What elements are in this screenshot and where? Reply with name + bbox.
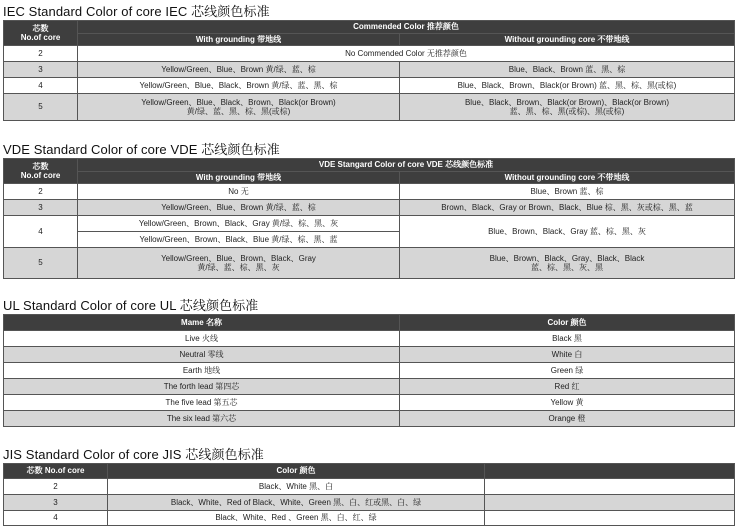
core-count: 4 [4, 511, 108, 526]
iec-table [3, 20, 735, 121]
table-row [4, 62, 735, 78]
core-count: 5 [4, 94, 78, 121]
iec-core-header: 芯数 No.of core [4, 21, 78, 46]
table-row [4, 479, 735, 495]
color-cell: Black、White、Red 、Green 黑、白、红、绿 [108, 511, 485, 526]
lead-color: Orange 橙 [400, 411, 735, 427]
color-cell: Blue、Black、Brown、Black(or Brown) 蓝、黑、棕、黑(或棕) [400, 78, 735, 94]
core-count: 2 [4, 184, 78, 200]
table-row [4, 379, 735, 395]
color-cell: No Commended Color 无推荐颜色 [78, 46, 735, 62]
lead-color: Red 红 [400, 379, 735, 395]
color-cell: Blue、Black、Brown 蓝、黑、棕 [400, 62, 735, 78]
vde-title: VDE Standard Color of core VDE 芯线颜色标准 [3, 142, 280, 157]
core-count: 3 [4, 200, 78, 216]
lead-color: Yellow 黄 [400, 395, 735, 411]
core-count: 4 [4, 216, 78, 248]
vde-core-header: 芯数 No.of core [4, 159, 78, 184]
ul-name-header: Mame 名称 [4, 315, 400, 331]
color-cell: Blue、Black、Brown、Black(or Brown)、Black(or Brown) 蓝、黑、棕、黑(或棕)、黑(或棕) [400, 94, 735, 121]
color-cell: Blue、Brown、Black、Gray、Black、Black 蓝、棕、黑、灰、黑 [400, 248, 735, 279]
table-row [4, 94, 735, 121]
color-cell: Yellow/Green、Blue、Brown 黄/绿、蓝、棕 [78, 200, 400, 216]
jis-table [3, 463, 735, 526]
color-cell: Yellow/Green、Brown、Black、Gray 黄/绿、棕、黑、灰 [78, 216, 400, 232]
table-row [4, 184, 735, 200]
lead-color: Black 黑 [400, 331, 735, 347]
table-row [4, 46, 735, 62]
jis-core-header: 芯数 No.of core [4, 464, 108, 479]
table-row [4, 347, 735, 363]
color-cell: Blue、Brown、Black、Gray 蓝、棕、黑、灰 [400, 216, 735, 248]
table-row [4, 216, 735, 232]
vde-table [3, 158, 735, 279]
lead-name: Live 火线 [4, 331, 400, 347]
empty-cell [485, 511, 735, 526]
core-count: 3 [4, 495, 108, 511]
table-row [4, 411, 735, 427]
jis-empty-header [485, 464, 735, 479]
lead-name: Neutral 零线 [4, 347, 400, 363]
core-count: 2 [4, 46, 78, 62]
color-cell: Yellow/Green、Blue、Black、Brown、Black(or Brown) 黄/绿、蓝、黑、棕、黑(或棕) [78, 94, 400, 121]
table-row [4, 78, 735, 94]
jis-color-header: Color 颜色 [108, 464, 485, 479]
vde-with-grounding-header: With grounding 带地线 [78, 172, 400, 184]
table-row [4, 511, 735, 526]
iec-title: IEC Standard Color of core IEC 芯线颜色标准 [3, 4, 270, 19]
color-cell: Black、White 黑、白 [108, 479, 485, 495]
color-cell: Yellow/Green、Blue、Black、Brown 黄/绿、蓝、黑、棕 [78, 78, 400, 94]
iec-commended-header: Commended Color 推荐颜色 [78, 21, 735, 34]
core-count: 3 [4, 62, 78, 78]
table-row [4, 248, 735, 279]
lead-color: Green 绿 [400, 363, 735, 379]
lead-name: The five lead 第五芯 [4, 395, 400, 411]
lead-name: Earth 地线 [4, 363, 400, 379]
lead-name: The forth lead 第四芯 [4, 379, 400, 395]
lead-color: White 白 [400, 347, 735, 363]
core-count: 2 [4, 479, 108, 495]
vde-without-grounding-header: Without grounding core 不带地线 [400, 172, 735, 184]
lead-name: The six lead 第六芯 [4, 411, 400, 427]
table-row [4, 395, 735, 411]
color-cell: No 无 [78, 184, 400, 200]
core-count: 4 [4, 78, 78, 94]
color-cell: Brown、Black、Gray or Brown、Black、Blue 棕、黑、灰或棕、黑、蓝 [400, 200, 735, 216]
core-count: 5 [4, 248, 78, 279]
color-cell: Yellow/Green、Blue、Brown 黄/绿、蓝、棕 [78, 62, 400, 78]
empty-cell [485, 479, 735, 495]
color-cell: Yellow/Green、Blue、Brown、Black、Gray 黄/绿、蓝、棕、黑、灰 [78, 248, 400, 279]
table-row [4, 200, 735, 216]
iec-without-grounding-header: Without grounding core 不带地线 [400, 34, 735, 46]
ul-table [3, 314, 735, 427]
color-cell: Black、White、Red of Black、White、Green 黑、白、红或黑、白、绿 [108, 495, 485, 511]
color-cell: Yellow/Green、Brown、Black、Blue 黄/绿、棕、黑、蓝 [78, 232, 400, 248]
jis-title: JIS Standard Color of core JIS 芯线颜色标准 [3, 447, 264, 462]
table-row [4, 363, 735, 379]
table-row [4, 331, 735, 347]
color-cell: Blue、Brown 蓝、棕 [400, 184, 735, 200]
vde-stangard-header: VDE Stangard Color of core VDE 芯线颜色标准 [78, 159, 735, 172]
iec-with-grounding-header: With grounding 带地线 [78, 34, 400, 46]
ul-title: UL Standard Color of core UL 芯线颜色标准 [3, 298, 259, 313]
table-row [4, 495, 735, 511]
empty-cell [485, 495, 735, 511]
ul-color-header: Color 颜色 [400, 315, 735, 331]
